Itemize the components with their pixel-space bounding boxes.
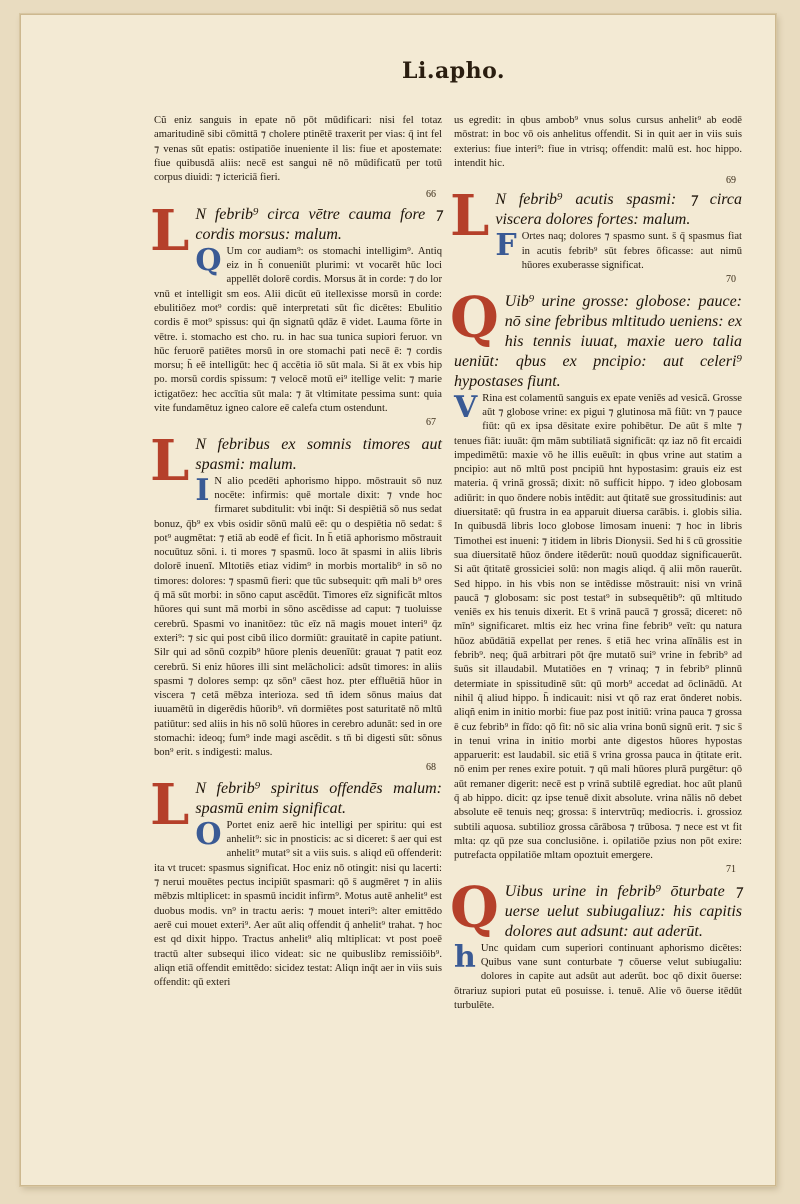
aphorism-title: N febrib⁹ circa vētre cauma fore ⁊ cordis morsus: malum.: [195, 205, 442, 243]
aphorism-title: N febrib⁹ spiritus offendēs malum: spasmū enim significat.: [195, 779, 442, 817]
aphorism-number: 67: [426, 417, 436, 429]
aphorism-commentary: Unc quidam cum superiori continuant aphorismo dicētes: Quibus vane sunt conturbate ⁊ cōuerse velut subiugaliu: dolores in capite aut adsūt aut aderūt. boc qō dixit ōuerse: ōtrariuz supiori putat eū posuisse. i. tenuē. Alie vō ōuerse itēdūt turbulēte.: [454, 942, 742, 1011]
initial-Q: Q: [450, 284, 499, 351]
aphorism-commentary: Rina est colamentū sanguis ex epate veniēs ad vesicā. Grosse aūt ⁊ globose vrine: ex pigui ⁊ glutinosa mā fiūt: vn ⁊ pauce fiūt: qū ex ipsa dēsitate exire pohibētur. De aūt s̄ mlte ⁊ tenues fiāt: iuuāt: q̄m mām subtiliatā significāt: qz iaz nō fit ercaidi impedimētū: maxie vō he illis euēuīt: in qbus vrine aut statim a pncipio: aut nō mltū post pncipiū hnt hypostasim: grauis eiz est materia. q̄ vrinā grossā; dixit: nō sufficit hippo. ⁊ ideo globosam adiūrit: in quo ōndere nobis intēdit: aut q̄titatē sue grossitudinis: aut diuersitatē: qū frustra in ea apparuit diuersa carābis. i. globis silia. In quibusdā libris loco globose limosam inueni: ⁊ hoc in libris Timothei est inueni: ⁊ itidem in libris Dionysii. Sed hi s̄ cū grossitie sua diuersitatē hūoz ōndere itēderūt: nouū quoddaz significauerūt. Si aūt q̄titatē grossiciei solū: non magis aliqd. q̄ alii mōn rauerūt. Sed hippo. in his vbis non se intēdisse mōstrauit: nisi vn vrinā paucā ⁊ globosam: sic post testat⁹ in subsequētib⁹: qū mltitudo veniēs ex his tenuis dixerit. Et s̄ vrinā paucā ⁊ grossā; diceret: nō mīn⁹ significaret. mltis eiz hec vrina fine febrib⁹ veīt: qu natura hūoz abūdātiā expellat per renes. s̄ etiā hec vrina alīnālis est in febrib⁹. neq; q̄uā arbitrari pōt q̄re mutatō sui⁹ vrine in febrib⁹ ad s̄uūs sit illaudabil. Mutatiōes en ⁊ vrinaq; ⁊ in febrib⁹ plinnū determiate in spissitudinē sūt: qū morb⁹ accedat ad ōclinādū. At nihil q̄ aliud hippo. h̄ indicauit: nisi vt qō raz erat ōnderet nobis. aliqñ enim in initio morbi: fiue paz post initiū: vrina pauca ⁊ grossa ē cuz febrib⁹ in fīdo: qō fit: nō sic alia vrina bonū signū erit. ⁊ sic s̄ in tenui vrina in initio morbi ante digestos hūores hypostas apparuerit: est laudabil. sic etiā s̄ vrina grossa pauca in q̄titate erit. nō enim per renes exire potuit. ⁊ qū mali hūores plurā purgētur: qō aūt remaner digerit: necē est p vrinā subtilē egrediat. hoc aūt planū q̄ ab hippo. dicit: qz ipse tenuē dixit absolute. vrina nālis nō debet absolute eē tenuis neq; grossa: s̄ intervtrūq; mediocris. i. grossioz subtili aquosa. subtilioz grossa cārābosa ⁊ trūbosa. ⁊ nece est vt fit mlta: qz qū pze sua conclusiōne. i. opilatiōe pzius non pōt exire: putrefacta oppilatiōe mltam opoztuit emergere.: [454, 392, 742, 862]
lead-paragraph: Cũ eniz sanguis in epate nō pōt mūdificari: nisi fel totaz amaritudinē sibi cōmittā ⁊ cholere ptinētē traxerit per vias: q̄ int fel ⁊ venas sūt epatis: ostipatiōe inueniente il lis: fiue et apostemate: fiue quibusdā aliis: necē est sangui nē nō mūdificatū per totū corpus diuidi: ⁊ ictericiā fieri.: [154, 115, 442, 184]
aphorism-70: [450, 284, 742, 878]
aphorism-title: Uibus urine in febrib⁹ ōturbate ⁊ uerse uelut subiugaliuz: his capitis dolores aut adsunt: aut aderūt.: [504, 882, 742, 940]
aphorism-commentary: N alio pcedēti aphorismo hippo. mōstrauit sō nuz nocēte: infirmis: quē mortale dixit: ⁊ vnde hoc firmaret subditulit: vbi inq̄t: Si despiētiā sō nus sedat bonuz, q̄b⁹ ex vbis osidir sōnū malū eē: qu o despiētia nō sedat: s̄ pot⁹ augmētat: ⁊ etiā ab eodē ef ficit. In h̄ etiā aphorismo mōstrauit nocuūtuz sōni. i. ti mores ⁊ spasmū. loco āt spasmi in aliis libris dolorē inuenī. Mltotiēs etiaz vidim⁹ in morbis mortalib⁹ in sō no timores: dolores: ⁊ spasmū fieri: que tūc subsequit: qm̄ mali b⁹ ores q̄ mā sūt morbi: in sōno caput ascēdūt. Timores eīz significāt mltos hūores qui sunt mā morbi in sōno ascēdisse ad caput: ⁊ tuoluisse cerebrū. Spasmi vo inanitōez: tūc eīz nā magis mouet interi⁹ q̄z exteri⁹: ⁊ sic qui post cibū ilico dormiūt: grauitatē in capite patiunt. Silr qui ad sōnū cozpib⁹ hūore plenis deuenīūt: grauat ⁊ patit eoz cerebrū. Si eniz hūores illi sint melācholici: adsūt timores: in aliis spasmi ⁊ dolores semp: qz sōn⁹ cāest hoz. pter effluētiā hūor in viscera ⁊ cetā mēbza interioza. sed tñ idem sōnus maius dat iuuamētū in digerēdis hūorib⁹. vn̄ dormiētes post saturitatē nō mltū patiūtur: sed aliis in his nō solū hūores in cerebro adunāt: sed in ore stomachi: ideoq; fum⁹ inde magi ascēdit. s tn̄ bi digesti sūt: sōnus bon⁹ erit. s indigesti: malus.: [154, 475, 442, 759]
aphorism-commentary: Um cor audiam⁹: os stomachi intelligim⁹. Antiq eiz in h̄ conueniūt plurimi: vt vocarēt hūc loci appellēt dolorē cordis. Morsus āt in corde: ⁊ do lor vnū et intelligit sm eos. Alii dicūt eū itellexisse morsū in corde: ebulitiōez mot⁹ cordis: quē interpretati sūt fic dicētes: Ebulitio cordis ē mot⁹ spissus: qui q̄n signatū qdāz ē videt. Lauma fōrte in vētre. i. stomacho est cho. ru. in hac sua tunica supiori feruor. vn hūc feruorē patiētes morsū in ore stomachi pati necē ē: ⁊ cordis morsu; h̄ eē intelligūt: hec q̄ accētia iō sūt mala. Si āt ex vbis hip po. morsū cordis spissum: ⁊ velocē motū ei⁹ itellige velit: ⁊ marie ictigatōez: hec accītia sūt mala: ⁊ āt vltimitate pessima sunt: quia vite fundamētuz igneo calore eē calefa ctum ostendunt.: [154, 245, 442, 415]
aphorism-68: [150, 771, 442, 991]
aphorism-title: N febribus ex somnis timores aut spasmi: malum.: [195, 435, 442, 473]
running-head: Li.apho.: [402, 58, 506, 84]
aphorism-number: 70: [726, 274, 736, 286]
initial-h: h: [454, 939, 476, 975]
aphorism-number: 71: [726, 864, 736, 876]
initial-Q: Q: [195, 242, 222, 278]
initial-I: I: [195, 472, 210, 508]
initial-L: L: [150, 197, 190, 264]
initial-L: L: [450, 183, 490, 250]
aphorism-commentary: Portet eniz aerē hic intelligi per spiritu: qui est anhelit⁹: sic in pnosticis: ac si diceret: s̄ aer qui est anhelit⁹ mutat⁹ sit a viis suis. s aliqd eū offenderit: ita vt trucet: spasmus significat. Hoc eniz nō otingit: nisi qu lacerti: ⁊ nerui mouētes pectus incipiūt spasmari: qō s̄ augmēret ⁊ in aliis mēbzis mltiplicet: in spasmū incidit infirm⁹. Motus autē anhelit⁹ est duobus modis. vn⁹ in tractu aeris: ⁊ mouet interi⁹: alter emittēdo aerē cui mouet exteri⁹. Aer aūt aliq offendit q̄ anhelit⁹ trahat. ⁊ hoc est qd dixit hippo. Tractus anhelit⁹ aliq mltiplicat: vt post poeē tractū alter subsequi ilico videat: sic ne quibuslibz remissiōib⁹. aliqn etiā offendit emittēdo: sicidez testat: Aliqn inq̄t aer in viis suis offendit: qū exteri: [154, 819, 442, 989]
initial-L: L: [150, 427, 190, 494]
aphorism-title: Uib⁹ urine grosse: globose: pauce: nō sine febribus mltitudo ueniens: ex his tennis iuuat, maxie uero talia ueniūt: qbus ex pncipio: aut celeri⁹ hypostases fiunt.: [454, 292, 742, 390]
aphorism-number: 69: [726, 175, 736, 187]
aphorism-71: [450, 874, 742, 1013]
aphorism-66: [150, 197, 442, 431]
initial-L: L: [150, 771, 190, 838]
aphorism-67: [150, 427, 442, 775]
aphorism-number: 66: [426, 189, 436, 201]
initial-V: V: [454, 389, 478, 425]
left-column: [150, 114, 442, 994]
lead-paragraph: us egredit: in qbus ambob⁹ vnus solus cursus anhelit⁹ ab eodē mōstrat: in boc vō ois anhelitus offendit. Si in quit aer in viis suis exterius: fiue interi⁹: fiue in vtrisq; offendit: malū est. hoc hippo. intendit hic.: [454, 115, 742, 169]
right-column: [450, 114, 742, 1017]
initial-O: O: [195, 816, 222, 852]
initial-Q: Q: [450, 874, 499, 941]
aphorism-number: 68: [426, 761, 436, 773]
aphorism-69: [450, 183, 742, 287]
aphorism-commentary: Ortes naq; dolores ⁊ spasmo sunt. s̄ q̄ spasmus fiat in acutis febrib⁹ sūt febres ōficasse: aut nimū hūores exuberasse significat.: [521, 231, 742, 272]
aphorism-title: N febrib⁹ acutis spasmi: ⁊ circa viscera dolores fortes: malum.: [495, 191, 742, 229]
initial-F: F: [495, 228, 517, 264]
